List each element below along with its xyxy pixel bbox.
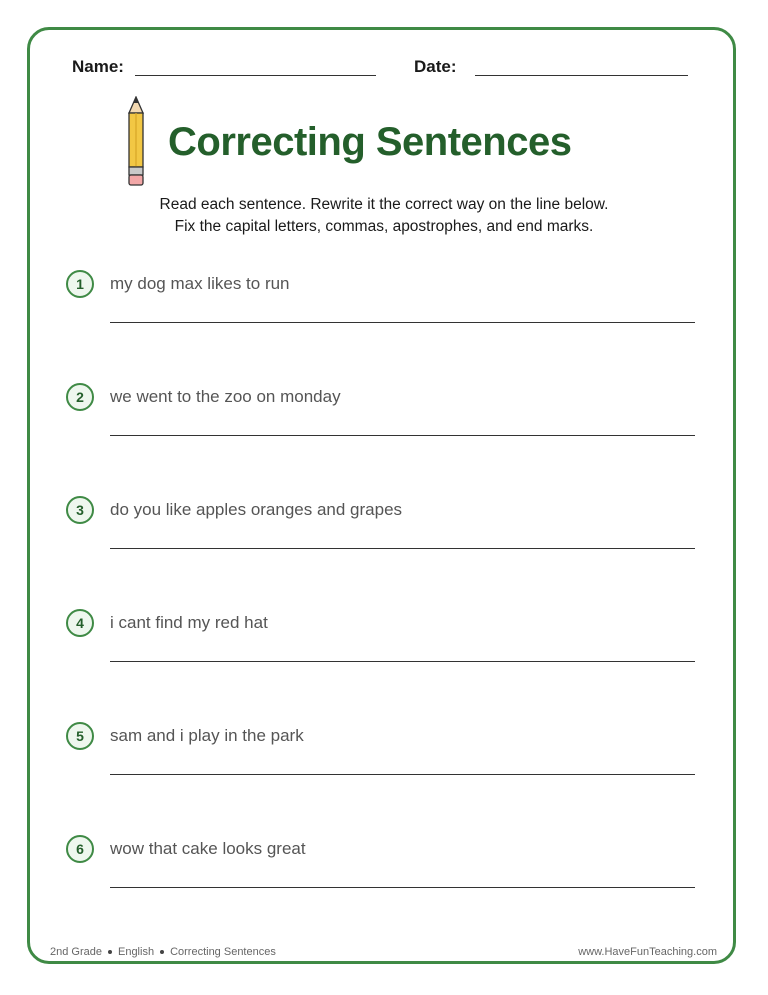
list-item — [66, 835, 706, 905]
list-item — [66, 383, 706, 453]
item-sentence: we went to the zoo on monday — [110, 387, 341, 406]
name-field[interactable] — [135, 75, 376, 76]
list-item — [66, 609, 706, 679]
name-label: Name: — [72, 57, 124, 76]
item-number-badge: 4 — [66, 609, 94, 637]
item-sentence: do you like apples oranges and grapes — [110, 500, 403, 519]
item-number-badge: 6 — [66, 835, 94, 863]
instructions-line-2: Fix the capital letters, commas, apostrophes, and end marks. — [174, 218, 594, 235]
answer-line[interactable] — [110, 887, 695, 888]
instructions-line-1: Read each sentence. Rewrite it the correct way on the line below. — [159, 196, 609, 213]
item-number-badge: 3 — [66, 496, 94, 524]
separator-dot — [160, 950, 164, 954]
item-number-badge: 5 — [66, 722, 94, 750]
separator-dot — [108, 950, 112, 954]
list-item — [66, 496, 706, 566]
answer-line[interactable] — [110, 661, 695, 662]
date-field[interactable] — [475, 75, 688, 76]
answer-line[interactable] — [110, 774, 695, 775]
date-label: Date: — [414, 57, 457, 76]
answer-line[interactable] — [110, 322, 695, 323]
answer-line[interactable] — [110, 435, 695, 436]
pencil-icon — [124, 96, 148, 188]
footer-topic: Correcting Sentences — [170, 946, 276, 958]
footer-subject: English — [117, 946, 155, 958]
footer-breadcrumb — [50, 946, 276, 958]
list-item — [66, 722, 706, 792]
item-sentence: my dog max likes to run — [110, 274, 290, 293]
item-sentence: sam and i play in the park — [110, 726, 304, 745]
item-sentence: i cant find my red hat — [110, 613, 268, 632]
item-number-badge: 2 — [66, 383, 94, 411]
footer-website: www.HaveFunTeaching.com — [578, 946, 717, 958]
item-sentence: wow that cake looks great — [110, 839, 306, 858]
answer-line[interactable] — [110, 548, 695, 549]
item-number-badge: 1 — [66, 270, 94, 298]
page-title: Correcting Sentences — [168, 120, 572, 164]
footer-grade: 2nd Grade — [50, 946, 102, 958]
list-item — [66, 270, 706, 340]
